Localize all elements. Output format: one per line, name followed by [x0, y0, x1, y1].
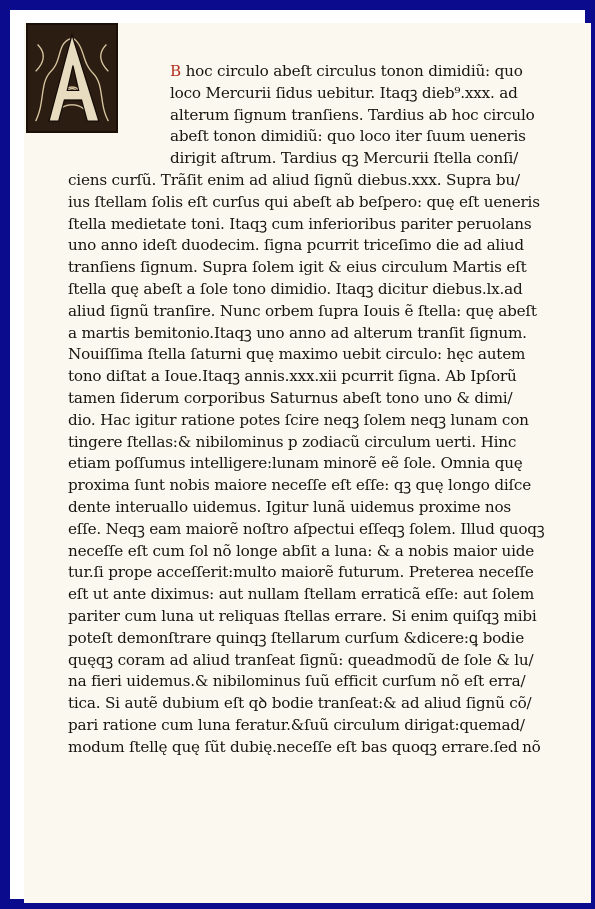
line-text: etiam poſſumus intelligere:lunam minorẽ eẽ ſole. Omnia quę: [68, 454, 523, 473]
line-text: ius ſtellam ſolis eſt curſus qui abeſt ab beſpero: quę eſt ueneris: [68, 192, 540, 211]
text-line: [68, 279, 523, 299]
text-line: [68, 214, 531, 234]
text-line: [68, 497, 511, 517]
text-line: [68, 453, 523, 473]
text-line: [68, 388, 512, 408]
text-line: [68, 562, 534, 582]
line-text: quęqꝫ coram ad aliud tranſeat ſignũ: queadmodũ de ſole & lu/: [68, 650, 534, 669]
text-line: [68, 650, 533, 670]
line-text: dente interuallo uidemus. Igitur lunã uidemus proxime nos: [68, 498, 511, 516]
line-text: uno anno ideſt duodecim. ſigna pcurrit triceſimo die ad aliud: [68, 236, 524, 255]
line-text: poteſt demonſtrare quinqꝫ ſtellarum curſum &dicere:ꝗ bodie: [68, 628, 525, 647]
manuscript-page: [24, 23, 591, 903]
text-line: [170, 105, 535, 125]
line-text: dirigit aſtrum. Tardius qꝫ Mercurii ſtella conſi/: [170, 149, 519, 168]
text-line: [68, 432, 516, 452]
line-text: ſtella medietate toni. Itaqꝫ cum inferioribus pariter peruolans: [68, 214, 532, 233]
text-line: [68, 541, 534, 561]
line-text: na fieri uidemus.& nibilominus ſuũ efficit curſum nõ eſt erra/: [68, 672, 526, 691]
text-line: [68, 235, 524, 255]
line-text: hoc circulo abeſt circulus tonon dimidiũ: quo: [180, 62, 523, 80]
text-line: [68, 410, 529, 430]
text-line: [68, 606, 537, 626]
text-line: [68, 475, 531, 495]
line-text: tica. Si autẽ dubium eſt qꝺ bodie tranſeat:& ad aliud ſignũ cõ/: [68, 694, 532, 713]
text-line: [68, 323, 527, 343]
text-line: [68, 366, 517, 386]
text-line: [68, 344, 525, 364]
text-line: [68, 628, 524, 648]
text-line: [170, 83, 518, 103]
text-line: [68, 693, 531, 713]
line-text: ciens curſũ. Trãſit enim ad aliud ſignũ diebus.xxx. Supra bu/: [68, 171, 520, 189]
line-text: tamen ſiderum corporibus Saturnus abeſt tono uno & dimi/: [68, 389, 513, 407]
line-text: alterum ſignum tranſiens. Tardius ab hoc circulo: [170, 105, 535, 124]
line-text: loco Mercurii ſidus uebitur. Itaqꝫ dieb⁹.xxx. ad: [170, 83, 518, 102]
text-line: [170, 61, 523, 81]
line-text: eſſe. Neqꝫ eam maiorẽ noſtro aſpectui eſſeqꝫ ſolem. Illud quoqꝫ: [68, 519, 545, 538]
text-line: [68, 519, 544, 539]
text-line: [68, 257, 526, 277]
text-line: [170, 148, 518, 168]
line-text: abeſt tonon dimidiũ: quo loco iter ſuum ueneris: [170, 127, 526, 146]
text-line: [68, 584, 534, 604]
text-line: [68, 301, 537, 321]
line-text: pariter cum luna ut reliquas ſtellas errare. Si enim quiſqꝫ mibi: [68, 607, 537, 625]
decorated-initial-a: [26, 23, 118, 133]
line-text: tingere ſtellas:& nibilominus p zodiacũ circulum uerti. Hinc: [68, 432, 517, 451]
line-text: pari ratione cum luna feratur.&ſuũ circulum dirigat:quemad/: [68, 716, 525, 734]
rubric-letter: B: [170, 62, 181, 80]
text-line: [68, 170, 520, 190]
text-line: [68, 192, 540, 212]
line-text: tranſiens ſignum. Supra ſolem igit & eius circulum Martis eſt: [68, 258, 527, 277]
line-text: a martis bemitonio.Itaqꝫ uno anno ad alterum tranſit ſignum.: [68, 323, 527, 342]
text-line: [170, 126, 526, 146]
line-text: tur.ſi prope acceſſerit:multo maiorẽ futurum. Preterea neceſſe: [68, 563, 534, 582]
line-text: eſt ut ante diximus: aut nullam ſtellam erraticã eſſe: aut ſolem: [68, 585, 535, 604]
initial-a-icon: [28, 25, 116, 131]
text-line: [68, 671, 525, 691]
page-border: [10, 10, 585, 899]
line-text: dio. Hac igitur ratione potes ſcire neqꝫ ſolem neqꝫ lunam con: [68, 410, 529, 429]
line-text: neceſſe eſt cum ſol nõ longe abſit a luna: & a nobis maior uide: [68, 541, 535, 560]
line-text: ſtella quę abeſt a ſole tono dimidio. Itaqꝫ dicitur diebus.lx.ad: [68, 280, 523, 298]
text-line: [68, 715, 525, 735]
line-text: modum ſtellę quę ſũt dubię.neceſſe eſt bas quoqꝫ errare.ſed nõ: [68, 737, 541, 756]
line-text: tono diſtat a Ioue.Itaqꝫ annis.xxx.xii pcurrit ſigna. Ab Ipſorũ: [68, 367, 517, 386]
line-text: aliud ſignũ tranſire. Nunc orbem ſupra Iouis ẽ ſtella: quę abeſt: [68, 301, 537, 320]
line-text: proxima ſunt nobis maiore neceſſe eſt eſſe: qꝫ quę longo diſce: [68, 476, 532, 495]
line-text: Nouiſſima ſtella ſaturni quę maximo uebit circulo: hęc autem: [68, 345, 526, 364]
text-line: [68, 737, 541, 757]
